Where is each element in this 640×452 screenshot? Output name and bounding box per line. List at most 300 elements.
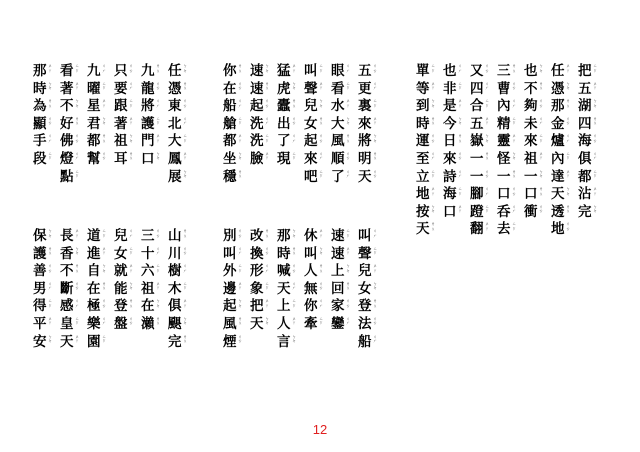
character: 別 [223, 228, 237, 244]
character: 牽 [304, 315, 318, 332]
character-cell [331, 228, 358, 246]
character-cell [223, 334, 250, 352]
character-cell [470, 186, 497, 204]
character: 上 [331, 263, 345, 280]
annotation-mark: ㄅ ㄉ [156, 150, 160, 161]
character-cell [331, 63, 358, 81]
character: 那 [551, 98, 565, 115]
character: 感 [60, 298, 74, 315]
character-cell [578, 63, 605, 81]
character: 鑾 [331, 315, 345, 332]
character: 都 [578, 168, 592, 185]
annotation-mark: ㄓ ㄚ [48, 315, 52, 326]
character-cell [87, 228, 114, 246]
text-column [578, 63, 605, 239]
annotation-mark: ㄐ ㄏ [75, 298, 79, 308]
character-cell [277, 98, 304, 116]
text-column [33, 63, 60, 186]
character-cell [87, 298, 114, 316]
character-cell [497, 63, 524, 81]
annotation-mark: ㄙ ㄗ [346, 228, 350, 238]
character: 五 [470, 115, 484, 132]
character-cell [33, 316, 60, 334]
annotation-mark: ㄐ ㄏ [265, 115, 269, 126]
character-cell [60, 63, 87, 81]
character-cell [168, 133, 195, 151]
character-cell [524, 186, 551, 204]
character: 現 [277, 150, 291, 167]
character: 也 [524, 63, 538, 79]
character-cell [141, 228, 168, 246]
character-cell [358, 133, 385, 151]
character-cell [358, 63, 385, 81]
annotation-mark: ㄇ ㄊ [292, 115, 296, 126]
annotation-mark: ㄌ ㄆ [512, 168, 516, 179]
annotation-mark: ㄅ ㄉ [539, 168, 543, 179]
character-cell [358, 334, 385, 352]
annotation-mark: ㄙ ㄗ [593, 168, 597, 179]
character-cell [33, 133, 60, 151]
character: 一 [497, 168, 511, 185]
annotation-mark: ㄓ ㄚ [512, 133, 516, 143]
character-cell [114, 263, 141, 281]
character: 祖 [524, 150, 538, 167]
character-cell [60, 316, 87, 334]
annotation-mark: ㄇ ㄊ [292, 263, 296, 273]
character-cell [443, 169, 470, 187]
character-cell [141, 63, 168, 81]
character-cell [578, 81, 605, 99]
character-cell [551, 116, 578, 134]
character: 為 [33, 98, 47, 115]
character: 衝 [524, 203, 538, 220]
character: 風 [331, 133, 345, 150]
annotation-mark: ㄇ ㄊ [48, 263, 52, 273]
character: 大 [331, 115, 345, 132]
character: 叫 [304, 245, 318, 262]
character-cell [168, 63, 195, 81]
text-column [551, 63, 578, 239]
character: 祖 [141, 280, 155, 297]
character: 一 [470, 150, 484, 167]
character-cell [250, 228, 277, 246]
annotation-mark: ㄓ ㄚ [292, 63, 296, 73]
character: 口 [141, 150, 155, 167]
character-cell [304, 63, 331, 81]
annotation-mark: ㄌ ㄆ [265, 228, 269, 238]
character: 兒 [114, 228, 128, 244]
character: 樂 [87, 315, 101, 332]
character: 來 [304, 150, 318, 167]
character: 船 [223, 98, 237, 115]
annotation-mark: ㄙ ㄗ [183, 280, 187, 291]
character-cell [470, 133, 497, 151]
character-cell [168, 116, 195, 134]
character: 更 [358, 80, 372, 97]
character: 怪 [497, 150, 511, 167]
character: 將 [358, 133, 372, 150]
character: 女 [358, 280, 372, 297]
character-cell [470, 169, 497, 187]
character: 自 [87, 263, 101, 280]
annotation-mark: ㄙ ㄗ [539, 133, 543, 143]
character-cell [87, 281, 114, 299]
annotation-mark: ㄙ ㄗ [292, 298, 296, 308]
character-cell [331, 116, 358, 134]
annotation-mark: ㄌ ㄆ [129, 150, 133, 161]
character: 喊 [277, 263, 291, 280]
character-cell [551, 98, 578, 116]
annotation-mark: ㄅ ㄉ [129, 280, 133, 291]
character-cell [416, 151, 443, 169]
character: 護 [141, 115, 155, 132]
character-cell [304, 263, 331, 281]
annotation-mark: ㄌ ㄆ [292, 245, 296, 256]
character-cell [331, 81, 358, 99]
character: 你 [223, 63, 237, 79]
character: 邊 [223, 280, 237, 297]
character-cell [141, 281, 168, 299]
character: 吧 [304, 168, 318, 185]
character-cell [168, 98, 195, 116]
character-cell [33, 98, 60, 116]
annotation-mark: ㄅ ㄉ [346, 115, 350, 126]
character-cell [358, 98, 385, 116]
character: 叫 [223, 245, 237, 262]
character: 東 [168, 98, 182, 115]
annotation-mark: ㄓ ㄚ [75, 228, 79, 238]
annotation-mark: ㄌ ㄆ [183, 333, 187, 344]
annotation-mark: ㄅ ㄉ [238, 298, 242, 308]
character: 將 [141, 98, 155, 115]
annotation-mark: ㄅ ㄉ [48, 80, 52, 91]
annotation-mark: ㄐ ㄏ [458, 63, 462, 73]
character-cell [223, 263, 250, 281]
character-cell [223, 169, 250, 187]
character-cell [578, 151, 605, 169]
annotation-mark: ㄙ ㄗ [431, 63, 435, 73]
character: 點 [60, 168, 74, 185]
character-cell [141, 81, 168, 99]
text-block-middle-bottom [223, 228, 385, 351]
annotation-mark: ㄅ ㄉ [129, 133, 133, 143]
character-cell [114, 316, 141, 334]
character: 嶽 [470, 133, 484, 150]
text-column [250, 63, 277, 186]
character-cell [114, 298, 141, 316]
annotation-mark: ㄅ ㄉ [373, 280, 377, 291]
character: 口 [443, 203, 457, 220]
character: 手 [33, 133, 47, 150]
character: 法 [358, 315, 372, 332]
character: 到 [416, 98, 430, 115]
character: 十 [141, 245, 155, 262]
annotation-mark: ㄌ ㄆ [485, 150, 489, 161]
character-cell [331, 151, 358, 169]
annotation-mark: ㄌ ㄆ [48, 245, 52, 256]
character-cell [223, 246, 250, 264]
character: 那 [277, 228, 291, 244]
character: 不 [524, 80, 538, 97]
text-column [443, 63, 470, 239]
annotation-mark: ㄓ ㄚ [346, 98, 350, 108]
annotation-mark: ㄐ ㄏ [319, 150, 323, 161]
character: 海 [578, 133, 592, 150]
character: 都 [87, 133, 101, 150]
character: 完 [578, 203, 592, 220]
character: 在 [87, 280, 101, 297]
character: 精 [497, 115, 511, 132]
annotation-mark: ㄓ ㄚ [458, 98, 462, 108]
character-cell [551, 186, 578, 204]
character: 起 [223, 298, 237, 315]
annotation-mark: ㄅ ㄉ [512, 150, 516, 161]
character-cell [223, 98, 250, 116]
annotation-mark: ㄅ ㄉ [458, 115, 462, 126]
annotation-mark: ㄇ ㄊ [539, 98, 543, 108]
character-cell [416, 63, 443, 81]
annotation-mark: ㄌ ㄆ [539, 186, 543, 196]
character-cell [168, 228, 195, 246]
annotation-mark: ㄓ ㄚ [539, 150, 543, 161]
text-column [141, 228, 168, 351]
annotation-mark: ㄓ ㄚ [238, 133, 242, 143]
character: 洗 [250, 115, 264, 132]
annotation-mark: ㄇ ㄊ [485, 63, 489, 73]
character: 著 [60, 80, 74, 97]
character-cell [277, 228, 304, 246]
character: 至 [416, 150, 430, 167]
character: 任 [168, 63, 182, 79]
character: 你 [304, 298, 318, 315]
character: 看 [331, 80, 345, 97]
character: 速 [331, 245, 345, 262]
annotation-mark: ㄓ ㄚ [485, 115, 489, 126]
character: 木 [168, 280, 182, 297]
character-cell [497, 151, 524, 169]
character-cell [87, 246, 114, 264]
character-cell [168, 298, 195, 316]
character: 燈 [60, 150, 74, 167]
annotation-mark: ㄓ ㄚ [102, 245, 106, 256]
character: 顯 [33, 115, 47, 132]
annotation-mark: ㄇ ㄊ [238, 80, 242, 91]
character-cell [470, 204, 497, 222]
character: 也 [443, 63, 457, 79]
character-cell [60, 228, 87, 246]
annotation-mark: ㄙ ㄗ [75, 63, 79, 73]
annotation-mark: ㄌ ㄆ [129, 298, 133, 308]
annotation-mark: ㄇ ㄊ [183, 245, 187, 256]
character-cell [551, 133, 578, 151]
character: 地 [416, 186, 430, 203]
character-cell [277, 246, 304, 264]
character-cell [497, 169, 524, 187]
character: 日 [443, 133, 457, 150]
character: 五 [578, 80, 592, 97]
text-column [87, 228, 114, 351]
annotation-mark: ㄓ ㄚ [183, 150, 187, 161]
character-cell [114, 151, 141, 169]
character-cell [114, 133, 141, 151]
character-cell [578, 186, 605, 204]
character-cell [304, 151, 331, 169]
annotation-mark: ㄐ ㄏ [373, 228, 377, 238]
text-block-middle-top [223, 63, 385, 186]
character-cell [497, 204, 524, 222]
character-cell [304, 246, 331, 264]
annotation-mark: ㄅ ㄉ [373, 133, 377, 143]
character: 沾 [578, 186, 592, 203]
character: 速 [250, 63, 264, 79]
character: 象 [250, 280, 264, 297]
annotation-mark: ㄌ ㄆ [292, 98, 296, 108]
annotation-mark: ㄙ ㄗ [48, 150, 52, 161]
character: 坐 [223, 150, 237, 167]
character-cell [358, 281, 385, 299]
annotation-mark: ㄙ ㄗ [458, 80, 462, 91]
text-column [470, 63, 497, 239]
character-cell [443, 186, 470, 204]
character-cell [524, 81, 551, 99]
character: 六 [141, 263, 155, 280]
character: 換 [250, 245, 264, 262]
character: 海 [443, 186, 457, 203]
character: 起 [304, 133, 318, 150]
character-cell [470, 116, 497, 134]
character: 在 [141, 298, 155, 315]
character: 星 [87, 98, 101, 115]
annotation-mark: ㄌ ㄆ [539, 80, 543, 91]
character-cell [60, 246, 87, 264]
annotation-mark: ㄇ ㄊ [593, 133, 597, 143]
character-cell [443, 81, 470, 99]
character: 男 [33, 280, 47, 297]
character-cell [223, 81, 250, 99]
character-cell [168, 281, 195, 299]
character-cell [277, 281, 304, 299]
annotation-mark: ㄙ ㄗ [373, 98, 377, 108]
character: 天 [416, 221, 430, 238]
character: 看 [60, 63, 74, 79]
character: 一 [524, 168, 538, 185]
character-cell [304, 298, 331, 316]
annotation-mark: ㄙ ㄗ [238, 115, 242, 126]
character: 不 [60, 263, 74, 280]
annotation-mark: ㄐ ㄏ [373, 333, 377, 344]
annotation-mark: ㄌ ㄆ [458, 133, 462, 143]
character: 天 [277, 280, 291, 297]
character-cell [358, 169, 385, 187]
annotation-mark: ㄙ ㄗ [265, 280, 269, 291]
character-cell [87, 133, 114, 151]
annotation-mark: ㄇ ㄊ [458, 150, 462, 161]
character-cell [470, 81, 497, 99]
annotation-mark: ㄓ ㄚ [75, 80, 79, 91]
character: 靈 [497, 133, 511, 150]
character-cell [358, 263, 385, 281]
annotation-mark: ㄅ ㄉ [593, 203, 597, 214]
character: 外 [223, 263, 237, 280]
character: 改 [250, 228, 264, 244]
annotation-mark: ㄐ ㄏ [593, 150, 597, 161]
character: 來 [443, 150, 457, 167]
annotation-mark: ㄐ ㄏ [512, 98, 516, 108]
character: 九 [87, 63, 101, 79]
annotation-mark: ㄓ ㄚ [593, 80, 597, 91]
character-cell [250, 281, 277, 299]
character-cell [250, 98, 277, 116]
character: 單 [416, 63, 430, 79]
annotation-mark: ㄅ ㄉ [319, 98, 323, 108]
character-cell [60, 298, 87, 316]
character-cell [578, 133, 605, 151]
character-cell [578, 204, 605, 222]
text-column [168, 63, 195, 186]
annotation-mark: ㄓ ㄚ [566, 168, 570, 179]
character-cell [443, 63, 470, 81]
character-cell [60, 334, 87, 352]
annotation-mark: ㄙ ㄗ [319, 63, 323, 73]
character: 未 [524, 115, 538, 132]
character-cell [277, 63, 304, 81]
character: 運 [416, 133, 430, 150]
character: 天 [358, 168, 372, 185]
character-cell [33, 281, 60, 299]
character: 女 [304, 115, 318, 132]
character-cell [141, 133, 168, 151]
annotation-mark: ㄓ ㄚ [373, 263, 377, 273]
annotation-mark: ㄇ ㄊ [183, 98, 187, 108]
character-cell [551, 221, 578, 239]
character: 聲 [358, 245, 372, 262]
character: 猛 [277, 63, 291, 79]
annotation-mark: ㄓ ㄚ [129, 263, 133, 273]
character-cell [331, 246, 358, 264]
character-cell [114, 81, 141, 99]
character-cell [87, 334, 114, 352]
character: 瀨 [141, 315, 155, 332]
character: 休 [304, 228, 318, 244]
character-cell [141, 246, 168, 264]
annotation-mark: ㄇ ㄊ [431, 133, 435, 143]
annotation-mark: ㄌ ㄆ [346, 280, 350, 291]
annotation-mark: ㄐ ㄏ [292, 133, 296, 143]
character: 口 [497, 186, 511, 203]
annotation-mark: ㄅ ㄉ [238, 150, 242, 161]
character-cell [331, 98, 358, 116]
character: 煙 [223, 333, 237, 350]
character: 川 [168, 245, 182, 262]
text-column [223, 63, 250, 186]
character-cell [223, 298, 250, 316]
character-cell [443, 116, 470, 134]
character-cell [168, 334, 195, 352]
character: 金 [551, 115, 565, 132]
character: 腳 [470, 186, 484, 203]
text-column [358, 63, 385, 186]
character: 了 [277, 133, 291, 150]
character-cell [416, 204, 443, 222]
annotation-mark: ㄙ ㄗ [75, 315, 79, 326]
character: 九 [141, 63, 155, 79]
annotation-mark: ㄇ ㄊ [373, 168, 377, 179]
character: 著 [114, 115, 128, 132]
character-cell [168, 316, 195, 334]
character-cell [443, 133, 470, 151]
character: 兒 [304, 98, 318, 115]
annotation-mark: ㄐ ㄏ [48, 280, 52, 291]
